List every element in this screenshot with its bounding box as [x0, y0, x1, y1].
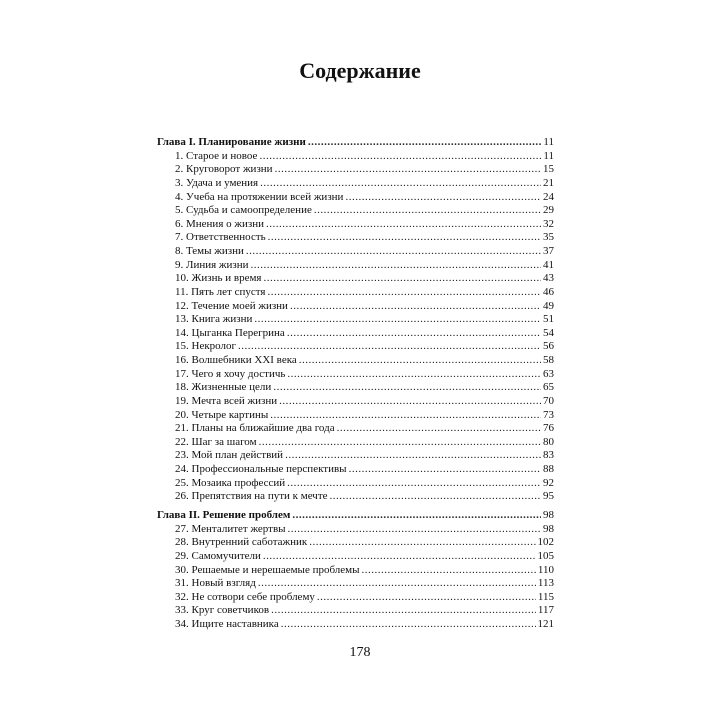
toc-entry — [157, 395, 554, 409]
entry-title: 19. Мечта всей жизни — [175, 394, 278, 407]
toc-entry — [157, 564, 554, 578]
toc-entry — [157, 300, 554, 314]
entry-page-number: 88 — [543, 463, 554, 475]
dot-leader — [317, 591, 536, 605]
toc-entry — [157, 422, 554, 436]
entry-page-number: 32 — [543, 217, 554, 230]
toc-chapter-heading — [157, 136, 554, 150]
entry-title: 28. Внутренний саботажник — [175, 536, 308, 549]
toc-entry — [157, 177, 554, 191]
entry-page-number: 70 — [543, 394, 554, 407]
entry-page-number: 92 — [543, 476, 554, 489]
entry-title: 8. Темы жизни — [175, 245, 244, 257]
entry-title: 26. Препятствия на пути к мечте — [175, 490, 328, 503]
dot-leader — [292, 509, 541, 523]
entry-page-number: 24 — [543, 190, 554, 203]
entry-title: 11. Пять лет спустя — [175, 285, 266, 298]
toc-entry — [157, 204, 554, 218]
entry-title: 27. Менталитет жертвы — [175, 522, 286, 535]
toc-entry — [157, 340, 554, 354]
dot-leader — [260, 177, 541, 191]
chapter-title: Глава II. Решение проблем — [157, 509, 291, 521]
toc-entry — [157, 381, 554, 395]
dot-leader — [287, 477, 541, 491]
dot-leader — [308, 136, 542, 150]
entry-page-number: 83 — [543, 449, 554, 462]
entry-page-number: 98 — [543, 509, 554, 521]
entry-title: 17. Чего я хочу достичь — [175, 367, 286, 380]
entry-page-number: 35 — [543, 231, 554, 244]
entry-page-number: 56 — [543, 340, 554, 353]
toc-entry — [157, 245, 554, 259]
dot-leader — [259, 436, 541, 450]
entry-page-number: 11 — [543, 136, 554, 148]
dot-leader — [275, 163, 541, 177]
entry-page-number: 58 — [543, 354, 554, 366]
toc-entry — [157, 604, 554, 618]
dot-leader — [285, 449, 541, 463]
entry-page-number: 117 — [537, 604, 554, 617]
entry-title: 23. Мой план действий — [175, 449, 284, 462]
entry-title: 30. Решаемые и нерешаемые проблемы — [175, 563, 360, 576]
dot-leader — [254, 313, 541, 327]
toc-entry — [157, 536, 554, 550]
entry-title: 9. Линия жизни — [175, 258, 249, 271]
entry-title: 15. Некролог — [175, 340, 237, 353]
dot-leader — [337, 422, 541, 436]
dot-leader — [251, 259, 541, 273]
entry-title: 1. Старое и новое — [175, 149, 258, 162]
dot-leader — [271, 604, 536, 618]
dot-leader — [279, 395, 541, 409]
entry-page-number: 15 — [543, 163, 554, 176]
toc-entry — [157, 231, 554, 245]
dot-leader — [288, 523, 541, 537]
entry-page-number: 29 — [543, 204, 554, 217]
dot-leader — [349, 463, 541, 477]
toc-entry — [157, 163, 554, 177]
entry-page-number: 102 — [537, 536, 554, 549]
toc-entry — [157, 477, 554, 491]
dot-leader — [273, 381, 541, 395]
page-title: Содержание — [299, 58, 421, 83]
dot-leader — [290, 300, 541, 314]
entry-title: 18. Жизненные цели — [175, 381, 272, 394]
toc-entry — [157, 618, 554, 632]
entry-title: 12. Течение моей жизни — [175, 299, 288, 312]
entry-title: 20. Четыре картины — [175, 408, 269, 421]
toc-entry — [157, 449, 554, 463]
entry-page-number: 63 — [543, 367, 554, 380]
toc-entry — [157, 286, 554, 300]
entry-page-number: 95 — [543, 490, 554, 503]
toc-entry — [157, 368, 554, 382]
toc-entry — [157, 591, 554, 605]
entry-title: 32. Не сотвори себе проблему — [175, 590, 315, 603]
entry-page-number: 76 — [543, 422, 554, 435]
dot-leader — [362, 564, 536, 578]
entry-page-number: 105 — [537, 549, 554, 562]
toc-entry — [157, 436, 554, 450]
entry-page-number: 54 — [543, 326, 554, 339]
entry-title: 14. Цыганка Перегрина — [175, 326, 285, 339]
dot-leader — [267, 286, 541, 300]
dot-leader — [268, 231, 541, 245]
entry-title: 7. Ответственность — [175, 231, 266, 244]
dot-leader — [270, 409, 541, 423]
entry-title: 6. Мнения о жизни — [175, 217, 264, 230]
dot-leader — [309, 536, 535, 550]
entry-title: 10. Жизнь и время — [175, 272, 262, 285]
entry-page-number: 121 — [537, 618, 554, 630]
toc-entry — [157, 409, 554, 423]
chapter-title: Глава I. Планирование жизни — [157, 136, 306, 148]
dot-leader — [287, 327, 541, 341]
toc-entry — [157, 523, 554, 537]
toc-entry — [157, 218, 554, 232]
entry-page-number: 113 — [537, 577, 554, 590]
entry-page-number: 11 — [543, 149, 554, 162]
dot-leader — [263, 550, 536, 564]
dot-leader — [345, 191, 541, 205]
entry-page-number: 73 — [543, 408, 554, 421]
toc-entry — [157, 327, 554, 341]
entry-title: 2. Круговорот жизни — [175, 163, 273, 176]
toc-section-chapter-2 — [157, 509, 554, 632]
dot-leader — [330, 490, 541, 504]
toc-entry — [157, 550, 554, 564]
entry-title: 13. Книга жизни — [175, 313, 253, 326]
entry-page-number: 98 — [543, 522, 554, 535]
entry-title: 29. Самомучители — [175, 549, 261, 562]
dot-leader — [246, 245, 541, 259]
entry-page-number: 46 — [543, 285, 554, 298]
toc-entry — [157, 354, 554, 368]
entry-title: 16. Волшебники XXI века — [175, 354, 297, 366]
toc-entry — [157, 313, 554, 327]
page-number: 178 — [349, 645, 371, 660]
dot-leader — [263, 272, 541, 286]
dot-leader — [281, 618, 536, 632]
toc-entry — [157, 463, 554, 477]
entry-title: 4. Учеба на протяжении всей жизни — [175, 190, 344, 203]
entry-page-number: 115 — [537, 590, 554, 603]
dot-leader — [259, 150, 541, 164]
dot-leader — [238, 340, 541, 354]
toc-entry — [157, 150, 554, 164]
dot-leader — [266, 218, 541, 232]
entry-title: 33. Круг советчиков — [175, 604, 270, 617]
entry-title: 21. Планы на ближайшие два года — [175, 422, 335, 435]
entry-title: 22. Шаг за шагом — [175, 435, 257, 448]
entry-page-number: 49 — [543, 299, 554, 312]
entry-page-number: 51 — [543, 313, 554, 326]
toc-entry — [157, 577, 554, 591]
entry-page-number: 65 — [543, 381, 554, 394]
entry-title: 5. Судьба и самоопределение — [175, 204, 312, 217]
toc-entry — [157, 191, 554, 205]
toc-section-chapter-1 — [157, 136, 554, 504]
entry-title: 31. Новый взгляд — [175, 577, 256, 590]
toc-entry — [157, 259, 554, 273]
entry-page-number: 80 — [543, 435, 554, 448]
toc-chapter-heading — [157, 509, 554, 523]
entry-title: 24. Профессиональные перспективы — [175, 463, 347, 475]
dot-leader — [258, 577, 536, 591]
entry-title: 25. Мозаика профессий — [175, 476, 286, 489]
entry-page-number: 110 — [537, 563, 554, 576]
dot-leader — [314, 204, 541, 218]
entry-title: 34. Ищите наставника — [175, 618, 279, 630]
entry-page-number: 37 — [543, 245, 554, 257]
entry-page-number: 41 — [543, 258, 554, 271]
entry-page-number: 43 — [543, 272, 554, 285]
entry-page-number: 21 — [543, 176, 554, 189]
entry-title: 3. Удача и умения — [175, 176, 259, 189]
dot-leader — [287, 368, 541, 382]
toc-entry — [157, 272, 554, 286]
toc-entry — [157, 490, 554, 504]
dot-leader — [299, 354, 541, 368]
